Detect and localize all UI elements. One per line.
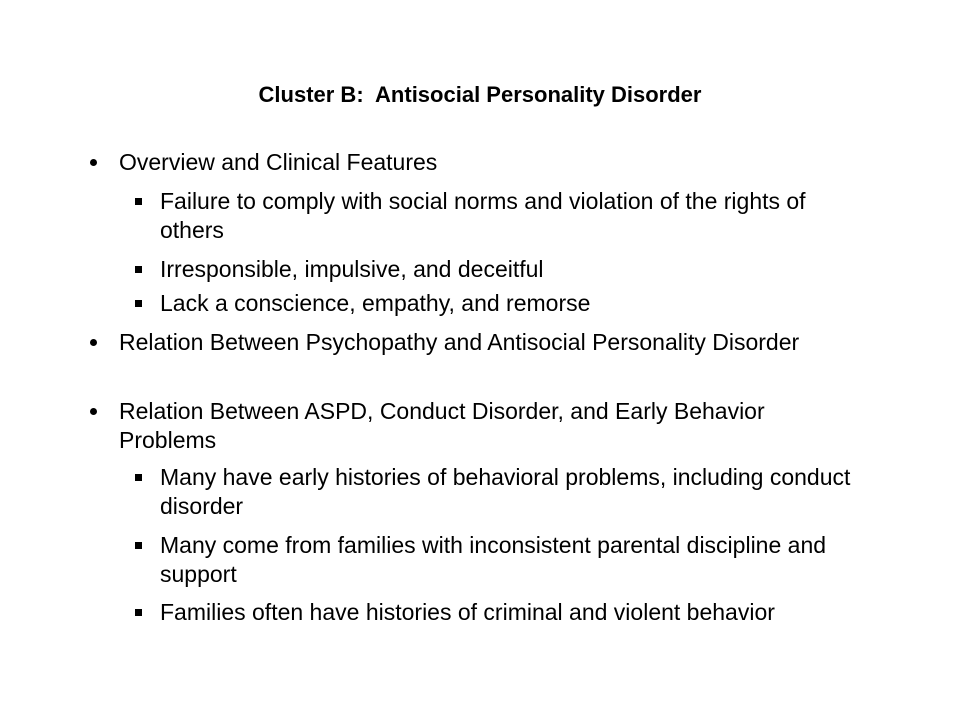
sub-bullet-item-lack-conscience xyxy=(160,289,860,318)
sub-bullet-item-irresponsible xyxy=(160,255,860,284)
square-bullet-icon xyxy=(135,300,142,307)
bullet-item-text: Relation Between ASPD, Conduct Disorder, and Early Behavior Problems xyxy=(119,398,765,453)
sub-bullet-item-text: Families often have histories of criminal and violent behavior xyxy=(160,599,775,625)
bullet-item-psychopathy xyxy=(119,328,859,357)
sub-bullet-item-families-discipline xyxy=(160,531,860,589)
sub-bullet-item-criminal-histories xyxy=(160,598,860,627)
square-bullet-icon xyxy=(135,266,142,273)
sub-bullet-item-early-histories xyxy=(160,463,860,521)
sub-bullet-item-text: Many have early histories of behavioral problems, including conduct disorder xyxy=(160,464,851,519)
sub-bullet-item-text: Lack a conscience, empathy, and remorse xyxy=(160,290,591,316)
square-bullet-icon xyxy=(135,474,142,481)
sub-bullet-item-text: Many come from families with inconsistent parental discipline and support xyxy=(160,532,827,587)
square-bullet-icon xyxy=(135,542,142,549)
bullet-item-text: Overview and Clinical Features xyxy=(119,149,438,175)
square-bullet-icon xyxy=(135,609,142,616)
dot-bullet-icon xyxy=(90,408,97,415)
dot-bullet-icon xyxy=(90,159,97,166)
sub-bullet-item-text: Irresponsible, impulsive, and deceitful xyxy=(160,256,544,282)
dot-bullet-icon xyxy=(90,339,97,346)
square-bullet-icon xyxy=(135,198,142,205)
bullet-item-overview xyxy=(119,148,859,177)
bullet-item-text: Relation Between Psychopathy and Antisocial Personality Disorder xyxy=(119,329,800,355)
sub-bullet-item-text: Failure to comply with social norms and violation of the rights of others xyxy=(160,188,806,243)
sub-bullet-item-social-norms xyxy=(160,187,860,245)
slide-title: Cluster B: Antisocial Personality Disorder xyxy=(258,82,702,107)
bullet-item-aspd-relation xyxy=(119,397,859,455)
